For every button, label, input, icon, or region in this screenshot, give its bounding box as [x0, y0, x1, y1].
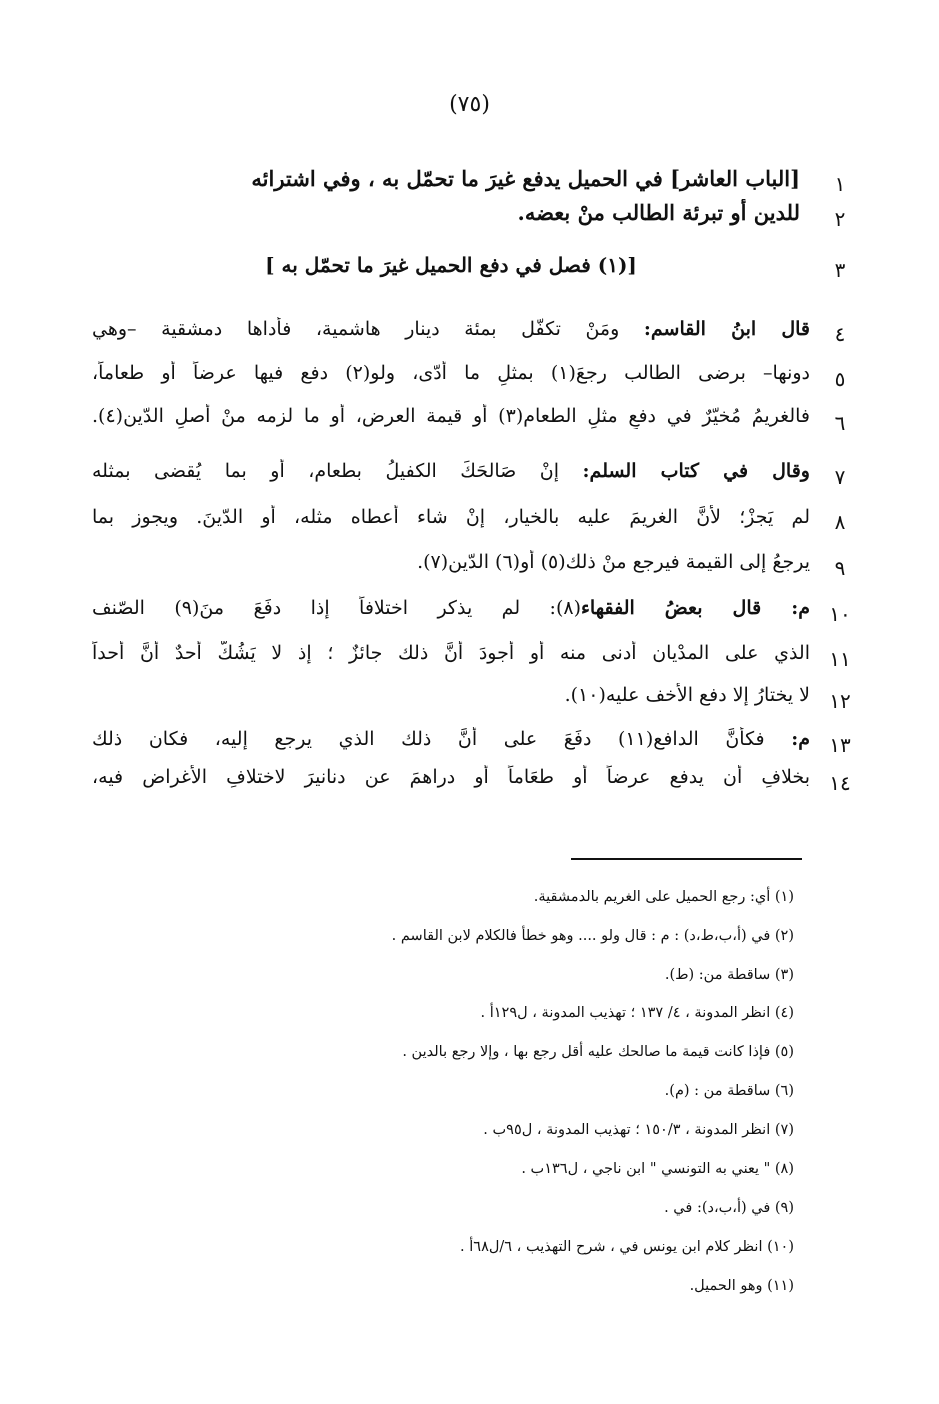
- speaker-label: وقال في كتاب السلم:: [582, 460, 810, 482]
- line-number: ١٢: [829, 689, 851, 713]
- line-number: ٩: [834, 556, 846, 580]
- footnote: (٤) انظر المدونة ، ٤/ ١٣٧ ؛ تهذيب المدونة ، ل١٢٩أ .: [480, 1005, 794, 1021]
- line-number: ٦: [834, 411, 846, 435]
- line-number: ١٤: [829, 771, 851, 795]
- footnote-separator: [571, 858, 802, 860]
- speaker-label: م:: [791, 728, 810, 750]
- footnote: (١١) وهو الحميل.: [689, 1278, 794, 1294]
- text-line: لا يختارُ إلا دفع الأخف عليه(١٠).: [564, 684, 810, 706]
- footnote: (٢) في (أ،ب،ط،د) : م : قال ولو .... وهو خطأ فالكلام لابن القاسم .: [391, 928, 794, 944]
- text-line: [92, 596, 810, 621]
- line-number: ٨: [834, 510, 846, 534]
- text-line: [92, 317, 810, 342]
- chapter-title-continued: للدين أو تبرئة الطالب منْ بعضه.: [517, 200, 800, 225]
- text-line-body: (٨): لم يذكر اختلافاً إذا دفَعَ منَ(٩) الصّنف: [92, 597, 581, 619]
- text-line-body: إنْ صَالحَكَ الكفيلُ بطعام، أو بما يُقضى بمثله: [92, 460, 583, 482]
- footnote: (٩) في (أ،ب،د): في .: [664, 1200, 794, 1216]
- line-number: ٢: [834, 207, 846, 231]
- line-number: ٧: [834, 465, 846, 489]
- footnote: (٧) انظر المدونة ، ١٥٠/٣ ؛ تهذيب المدونة ، ل٩٥ب .: [483, 1122, 794, 1138]
- text-line: لم يَجزْ؛ لأنَّ الغريمَ عليه بالخيار، إنْ شاء أعطاه مثله، أو الدّينَ. ويجوز بما: [92, 506, 810, 528]
- line-number: ٤: [834, 322, 846, 346]
- footnote: (٣) ساقطة من: (ط).: [664, 967, 794, 983]
- line-number: ١: [834, 172, 846, 196]
- text-line: بخلافِ أن يدفع عرضاً أو طعَاماً أو دراهمَ عن دنانيرَ لاختلافِ الأغراضِ فيه،: [92, 766, 810, 788]
- text-line-body: ومَنْ تكفّل بمئة دينار هاشمية، فأداها دمشقية –وهي: [92, 318, 644, 340]
- line-number: ١٣: [829, 733, 851, 757]
- section-heading: [(١) فصل في دفع الحميل غيرَ ما تحمّل به ]: [265, 253, 637, 277]
- speaker-label: م: قال بعضُ الفقهاء: [581, 597, 810, 619]
- page-number: (٧٥): [449, 92, 490, 117]
- footnote: (١٠) انظر كلام ابن يونس في ، شرح التهذيب ، ٦/ل٦٨أ .: [460, 1239, 794, 1255]
- text-line: فالغريمُ مُخيّرٌ في دفعِ مثلِ الطعام(٣) أو قيمة العرض، أو ما لزمه منْ أصلِ الدّين(٤).: [92, 405, 810, 427]
- text-line: [92, 459, 810, 484]
- chapter-title: [الباب العاشر] في الحميل يدفع غيرَ ما تحمّل به ، وفي اشترائه: [251, 166, 800, 191]
- text-line: دونها– برضى الطالب رجعَ(١) بمثلِ ما أدّى، ولو(٢) دفع فيها عرضاً أو طعاماً،: [92, 362, 810, 384]
- text-line: [92, 727, 810, 752]
- text-line: يرجعُ إلى القيمة فيرجع منْ ذلك(٥) أو(٦) الدّين(٧).: [417, 551, 810, 573]
- footnote: (١) أي: رجع الحميل على الغريم بالدمشقية.: [533, 889, 794, 905]
- footnote: (٦) ساقطة من : (م).: [664, 1083, 794, 1099]
- line-number: ٥: [834, 367, 846, 391]
- speaker-label: قال ابنُ القاسم:: [643, 318, 810, 340]
- text-line-body: فكأنَّ الدافع(١١) دفَعَ على أنَّ ذلك الذي يرجع إليه، فكان ذلك: [92, 728, 792, 750]
- footnote: (٨) " يعني به التونسي " ابن ناجي ، ل١٣٦ب .: [521, 1161, 794, 1177]
- line-number: ١١: [829, 647, 851, 671]
- line-number: ١٠: [829, 602, 851, 626]
- footnote: (٥) فإذا كانت قيمة ما صالحك عليه أقل رجع بها ، وإلا رجع بالدين .: [402, 1044, 794, 1060]
- line-number: ٣: [834, 258, 846, 282]
- text-line: الذي على المدْيان أدنى منه أو أجودَ أنَّ ذلك جائزٌ ؛ إذ لا يَشُكُّ أحدٌ أنَّ أحداً: [92, 642, 810, 664]
